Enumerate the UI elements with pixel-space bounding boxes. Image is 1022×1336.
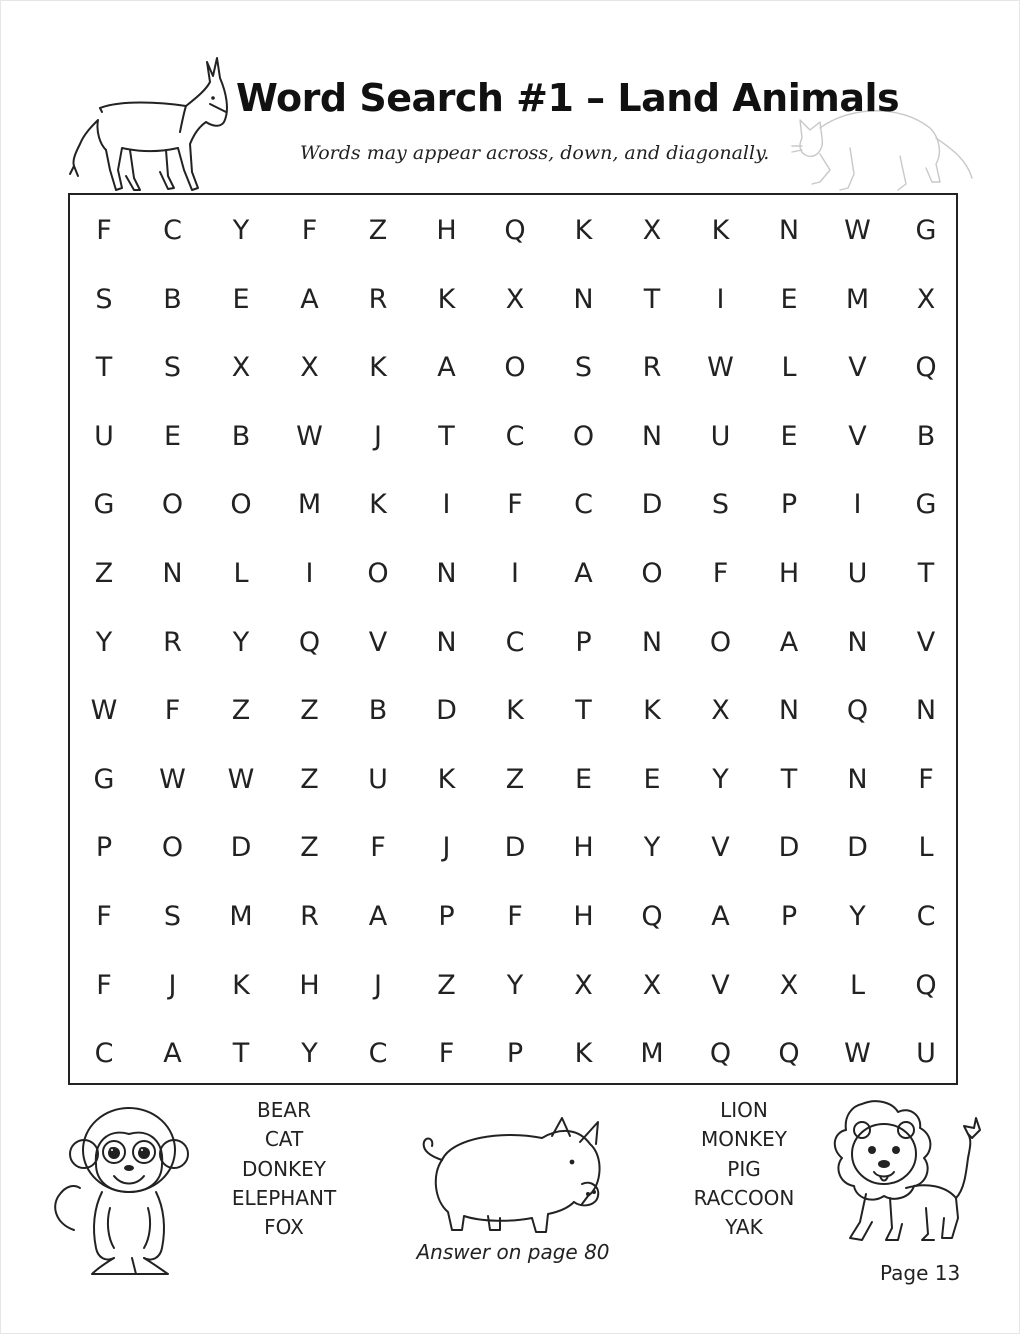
grid-letter: K xyxy=(437,763,456,795)
grid-letter: B xyxy=(231,420,251,452)
grid-letter: R xyxy=(300,901,319,932)
grid-letter: P xyxy=(575,626,592,658)
grid-letter: X xyxy=(642,969,662,1001)
grid-letter: K xyxy=(437,283,456,315)
word-list-item: RACCOON xyxy=(693,1185,795,1210)
grid-letter: F xyxy=(370,832,386,864)
grid-letter: W xyxy=(844,215,871,246)
word-list-item: DONKEY xyxy=(241,1156,327,1181)
grid-letter: S xyxy=(711,489,730,521)
grid-letter: F xyxy=(301,215,318,246)
grid-letter: T xyxy=(780,763,798,795)
grid-letter: Q xyxy=(915,352,937,384)
grid-letter: G xyxy=(915,489,937,521)
grid-letter: Y xyxy=(712,763,729,795)
grid-letter: O xyxy=(709,626,732,658)
grid-letter: Y xyxy=(643,832,661,864)
grid-letter: W xyxy=(90,695,118,727)
grid-letter: I xyxy=(442,489,451,521)
grid-letter: V xyxy=(711,969,730,1001)
grid-letter: K xyxy=(574,215,593,246)
grid-letter: S xyxy=(163,352,182,384)
grid-letter: Q xyxy=(709,1038,732,1070)
grid-letter: C xyxy=(163,215,182,246)
grid-letter: N xyxy=(847,626,868,658)
grid-letter: N xyxy=(162,558,183,589)
grid-letter: A xyxy=(300,283,319,315)
word-list-item: PIG xyxy=(727,1156,761,1181)
grid-letter: T xyxy=(438,420,455,452)
grid-letter: K xyxy=(232,969,250,1001)
grid-letter: D xyxy=(778,832,800,864)
word-list-right xyxy=(674,1096,814,1242)
page-title: Word Search #1 – Land Animals xyxy=(236,76,900,120)
lion-icon xyxy=(806,1098,986,1258)
grid-letter: P xyxy=(438,901,455,932)
grid-letter: U xyxy=(916,1038,936,1070)
grid-letter: Z xyxy=(231,695,251,727)
grid-letter: Q xyxy=(298,626,321,658)
grid-letter: H xyxy=(573,901,594,932)
word-list-item: ELEPHANT xyxy=(231,1185,337,1210)
grid-letter: W xyxy=(227,763,255,795)
grid-letter: R xyxy=(368,283,388,315)
grid-letter: X xyxy=(574,969,593,1001)
grid-letter: D xyxy=(641,489,663,521)
grid-letter: U xyxy=(94,420,114,452)
word-list-item: FOX xyxy=(264,1215,304,1240)
grid-letter: A xyxy=(574,558,593,589)
word-list-item: BEAR xyxy=(257,1098,311,1122)
grid-letter: P xyxy=(506,1038,524,1070)
grid-letter: C xyxy=(916,901,936,932)
word-list-item: YAK xyxy=(725,1215,763,1240)
grid-letter: H xyxy=(778,558,800,589)
grid-letter: X xyxy=(711,695,730,727)
grid-letter: K xyxy=(574,1038,593,1070)
grid-letter: S xyxy=(574,352,593,384)
grid-letter: W xyxy=(844,1038,871,1070)
grid-letter: Z xyxy=(94,558,114,589)
grid-letter: V xyxy=(711,832,730,864)
grid-letter: N xyxy=(778,215,800,246)
grid-letter: M xyxy=(297,489,322,521)
grid-letter: V xyxy=(848,352,867,384)
grid-letter: V xyxy=(916,626,936,658)
grid-letter: I xyxy=(305,558,314,589)
word-list-item: LION xyxy=(720,1098,768,1122)
grid-letter: S xyxy=(163,901,182,932)
grid-letter: J xyxy=(374,969,382,1001)
grid-letter: Q xyxy=(778,1038,800,1070)
grid-letter: O xyxy=(641,558,663,589)
grid-letter: M xyxy=(640,1038,664,1070)
grid-letter: K xyxy=(369,352,387,384)
grid-letter: F xyxy=(96,215,112,246)
grid-letter: Y xyxy=(849,901,866,932)
grid-letter: G xyxy=(93,489,115,521)
grid-letter: T xyxy=(232,1038,250,1070)
donkey-icon xyxy=(60,52,240,197)
grid-letter: E xyxy=(574,763,593,795)
grid-letter: U xyxy=(847,558,868,589)
grid-letter: C xyxy=(368,1038,388,1070)
grid-letter: C xyxy=(505,420,525,452)
grid-letter: N xyxy=(915,695,937,727)
grid-letter: E xyxy=(780,283,798,315)
grid-letter: E xyxy=(780,420,798,452)
grid-letter: Y xyxy=(301,1038,318,1070)
grid-letter: Q xyxy=(915,969,937,1001)
grid-letter: I xyxy=(511,558,519,589)
grid-letter: L xyxy=(233,558,249,589)
grid-letter: O xyxy=(367,558,389,589)
grid-letter: X xyxy=(300,352,319,384)
grid-letter: N xyxy=(436,558,457,589)
grid-letter: Z xyxy=(437,969,456,1001)
grid-letter: X xyxy=(916,283,936,315)
grid-letter: K xyxy=(711,215,730,246)
grid-letter: V xyxy=(368,626,388,658)
grid-letter: A xyxy=(163,1038,182,1070)
grid-letter: Y xyxy=(95,626,113,658)
grid-letter: Y xyxy=(506,969,524,1001)
grid-letter: X xyxy=(231,352,251,384)
grid-letter: A xyxy=(779,626,799,658)
grid-letter: O xyxy=(161,489,184,521)
grid-letter: M xyxy=(845,283,870,315)
grid-letter: K xyxy=(506,695,524,727)
page-number: Page 13 xyxy=(880,1261,961,1285)
grid-letter: X xyxy=(779,969,799,1001)
grid-letter: N xyxy=(641,626,663,658)
grid-letter: E xyxy=(643,763,661,795)
grid-letter: J xyxy=(168,969,177,1001)
pig-icon xyxy=(412,1116,612,1240)
grid-letter: O xyxy=(572,420,595,452)
grid-letter: F xyxy=(438,1038,455,1070)
grid-letter: Q xyxy=(504,215,526,246)
grid-letter: N xyxy=(436,626,457,658)
grid-letter: G xyxy=(915,215,937,246)
word-list-left xyxy=(214,1096,354,1242)
grid-letter: Z xyxy=(505,763,525,795)
grid-letter: Q xyxy=(846,695,869,727)
grid-letter: I xyxy=(853,489,862,521)
grid-letter: P xyxy=(95,832,113,864)
monkey-icon xyxy=(44,1098,214,1280)
grid-letter: F xyxy=(164,695,181,727)
grid-letter: T xyxy=(575,695,592,727)
grid-letter: C xyxy=(505,626,525,658)
grid-letter: B xyxy=(916,420,936,452)
grid-letter: O xyxy=(161,832,184,864)
word-search-grid xyxy=(68,193,958,1085)
grid-letter: W xyxy=(296,420,323,452)
grid-letter: A xyxy=(437,352,456,384)
grid-letter: F xyxy=(507,489,523,521)
grid-letter: N xyxy=(847,763,868,795)
grid-letter: X xyxy=(505,283,525,315)
grid-letter: X xyxy=(642,215,662,246)
grid-letter: W xyxy=(707,352,734,384)
grid-letter: Q xyxy=(641,901,663,932)
grid-letter: L xyxy=(781,352,797,384)
grid-letter: S xyxy=(95,283,113,315)
grid-letter: F xyxy=(712,558,729,589)
grid-letter: Z xyxy=(368,215,388,246)
grid-letter: N xyxy=(778,695,800,727)
grid-letter: U xyxy=(710,420,731,452)
grid-letter: H xyxy=(299,969,320,1001)
grid-letter: H xyxy=(436,215,457,246)
grid-letter: Y xyxy=(232,215,250,246)
grid-letter: F xyxy=(507,901,523,932)
grid-letter: V xyxy=(848,420,867,452)
letter-grid xyxy=(70,195,956,1083)
grid-letter: F xyxy=(96,969,112,1001)
page-subtitle: Words may appear across, down, and diagonally. xyxy=(300,142,770,164)
grid-letter: L xyxy=(918,832,934,864)
grid-letter: W xyxy=(159,763,186,795)
word-list-item: CAT xyxy=(264,1127,304,1152)
grid-letter: D xyxy=(230,832,252,864)
grid-letter: F xyxy=(96,901,112,932)
grid-letter: E xyxy=(232,283,250,315)
grid-letter: A xyxy=(368,901,388,932)
grid-letter: P xyxy=(780,489,798,521)
grid-letter: F xyxy=(918,763,934,795)
grid-letter: T xyxy=(643,283,661,315)
grid-letter: L xyxy=(849,969,866,1001)
grid-letter: C xyxy=(574,489,593,521)
grid-letter: Y xyxy=(232,626,250,658)
grid-letter: E xyxy=(163,420,182,452)
word-list-item: MONKEY xyxy=(701,1127,787,1152)
grid-letter: O xyxy=(230,489,252,521)
grid-letter: P xyxy=(780,901,798,932)
answer-note: Answer on page 80 xyxy=(416,1240,610,1264)
grid-letter: G xyxy=(93,763,115,795)
grid-letter: U xyxy=(368,763,388,795)
grid-letter: D xyxy=(436,695,457,727)
grid-letter: D xyxy=(504,832,526,864)
grid-letter: M xyxy=(229,901,253,932)
grid-letter: K xyxy=(643,695,661,727)
grid-letter: T xyxy=(917,558,935,589)
grid-letter: N xyxy=(641,420,663,452)
grid-letter: A xyxy=(711,901,730,932)
grid-letter: I xyxy=(716,283,725,315)
grid-letter: Z xyxy=(300,763,319,795)
grid-letter: R xyxy=(163,626,182,658)
grid-letter: H xyxy=(573,832,594,864)
grid-letter: K xyxy=(369,489,387,521)
grid-letter: D xyxy=(847,832,868,864)
grid-letter: T xyxy=(95,352,113,384)
grid-letter: B xyxy=(163,283,182,315)
grid-letter: C xyxy=(94,1038,114,1070)
grid-letter: B xyxy=(368,695,388,727)
grid-letter: J xyxy=(374,420,382,452)
grid-letter: R xyxy=(642,352,662,384)
grid-letter: Z xyxy=(300,695,319,727)
grid-letter: O xyxy=(504,352,526,384)
grid-letter: Z xyxy=(300,832,319,864)
grid-letter: N xyxy=(573,283,594,315)
grid-letter: J xyxy=(442,832,451,864)
